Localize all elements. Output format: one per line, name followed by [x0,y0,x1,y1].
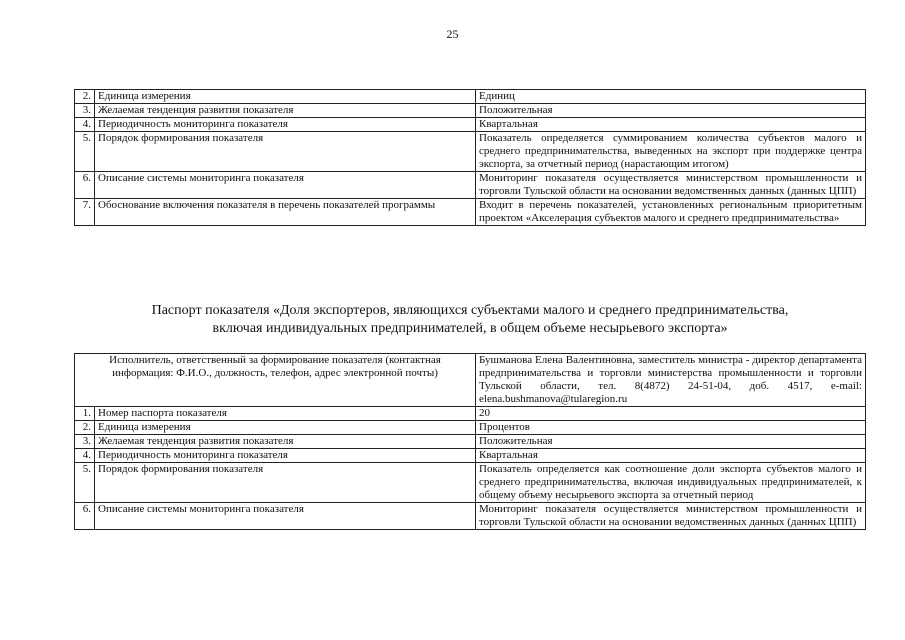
row-value: Мониторинг показателя осуществляется министерством промышленности и торговли Тульской области на основании ведомственных данных (данных ЦПП) [476,503,866,530]
table-row [75,407,866,421]
row-number: 4. [75,449,95,463]
table-row [75,199,866,226]
table-row [75,503,866,530]
row-number: 6. [75,503,95,530]
table-row [75,435,866,449]
row-value: Мониторинг показателя осуществляется министерством промышленности и торговли Тульской области на основании ведомственных данных (данных ЦПП) [476,172,866,199]
row-value: Положительная [476,435,866,449]
section-title [74,302,866,338]
table-row [75,104,866,118]
row-label: Периодичность мониторинга показателя [95,118,476,132]
row-value: Положительная [476,104,866,118]
row-label: Обоснование включения показателя в перечень показателей программы [95,199,476,226]
table-row [75,118,866,132]
row-label: Номер паспорта показателя [95,407,476,421]
indicator-passport-table-1 [74,89,866,226]
row-number: 4. [75,118,95,132]
executor-value: Бушманова Елена Валентиновна, заместитель министра - директор департамента предпринимательства и торговли министерства промышленности и торговли Тульской области, тел. 8(4872) 24-51-04, доб. 4517, e-mail: elena.bushmanova@tularegion.ru [476,354,866,407]
row-label: Порядок формирования показателя [95,132,476,172]
row-label: Порядок формирования показателя [95,463,476,503]
table-row [75,449,866,463]
row-value: Квартальная [476,449,866,463]
table-row [75,132,866,172]
row-label: Единица измерения [95,90,476,104]
section-title-line-1: Паспорт показателя «Доля экспортеров, являющихся субъектами малого и среднего предпринимательства, [151,303,789,318]
page-number: 25 [446,27,459,41]
row-label: Желаемая тенденция развития показателя [95,435,476,449]
row-value: Квартальная [476,118,866,132]
row-value: Единиц [476,90,866,104]
table-row [75,90,866,104]
row-number: 6. [75,172,95,199]
row-number: 2. [75,90,95,104]
row-number: 3. [75,104,95,118]
table-row [75,421,866,435]
row-number: 3. [75,435,95,449]
row-value: Входит в перечень показателей, установленных региональным приоритетным проектом «Акселерация субъектов малого и среднего предпринимательства» [476,199,866,226]
row-number: 2. [75,421,95,435]
row-label: Периодичность мониторинга показателя [95,449,476,463]
row-label: Описание системы мониторинга показателя [95,172,476,199]
table-row-executor [75,354,866,407]
row-label: Единица измерения [95,421,476,435]
indicator-passport-table-2 [74,353,866,530]
row-value: Процентов [476,421,866,435]
row-label: Желаемая тенденция развития показателя [95,104,476,118]
row-value: Показатель определяется суммированием количества субъектов малого и среднего предпринимательства, выведенных на экспорт при поддержке центра экспорта, за отчетный период (нарастающим итогом) [476,132,866,172]
executor-label: Исполнитель, ответственный за формирование показателя (контактная информация: Ф.И.О., должность, телефон, адрес электронной почты) [75,354,476,407]
table-row [75,463,866,503]
row-label: Описание системы мониторинга показателя [95,503,476,530]
row-value: Показатель определяется как соотношение доли экспорта субъектов малого и среднего предпринимательства, включая индивидуальных предпринимателей, к общему объему несырьевого экспорта за отчетный период [476,463,866,503]
row-value: 20 [476,407,866,421]
row-number: 1. [75,407,95,421]
row-number: 5. [75,463,95,503]
section-title-line-2: включая индивидуальных предпринимателей, в общем объеме несырьевого экспорта» [212,321,728,336]
table-row [75,172,866,199]
row-number: 5. [75,132,95,172]
row-number: 7. [75,199,95,226]
